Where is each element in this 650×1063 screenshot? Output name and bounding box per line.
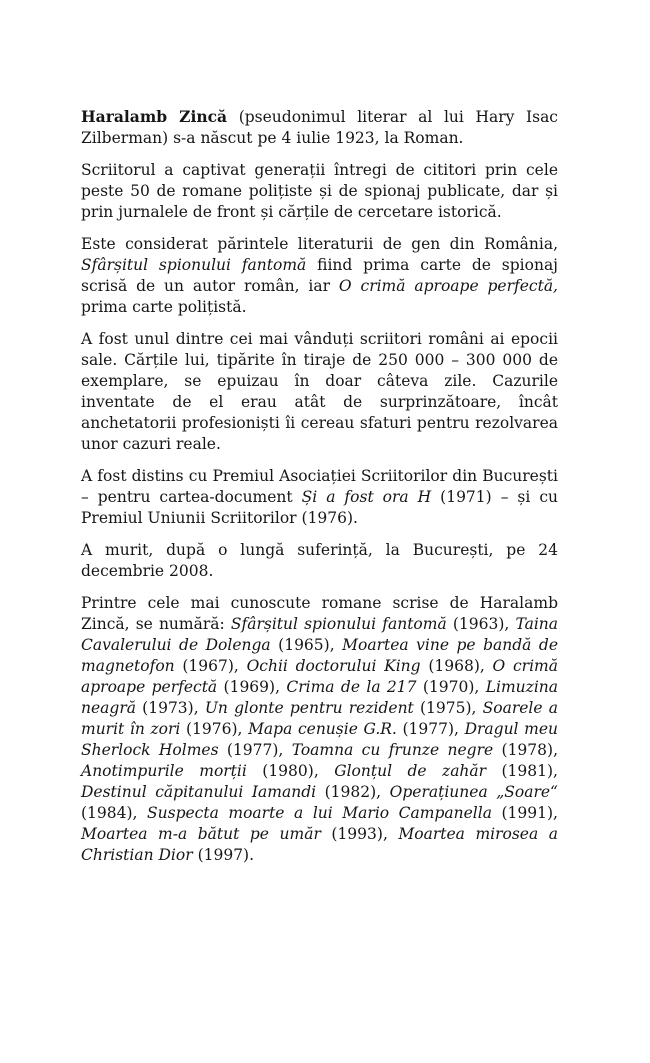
book-title: Crima de la 217 — [286, 678, 417, 696]
book-title: Toamna cu frunze negre — [291, 741, 494, 759]
book-title: Și a fost ora H — [301, 488, 432, 506]
author-name: Haralamb Zincă — [81, 107, 228, 126]
text-run: (1997). — [192, 846, 255, 864]
text-run: (1982), — [316, 783, 390, 801]
text-run: (1968), — [420, 657, 493, 675]
paragraph-6 — [81, 540, 558, 582]
text-run: (1965), — [270, 636, 343, 654]
text-run: (1991), — [491, 804, 558, 822]
book-title: O crimă aproape perfectă, — [338, 277, 558, 295]
paragraph-2 — [81, 160, 558, 223]
paragraph-3 — [81, 234, 558, 318]
book-title: Ochii doctorului King — [246, 657, 421, 675]
text-run: Printre cele mai cunoscute romane scrise de Haralamb Zincă, se numără: — [81, 594, 558, 633]
text-run: (1971) – și cu Premiul Uniunii Scriitorilor (1976). — [81, 488, 558, 527]
text-run: fiind prima carte de spionaj scrisă de un autor român, iar — [81, 256, 558, 295]
text-run: A murit, după o lungă suferință, la București, pe 24 decembrie 2008. — [81, 541, 558, 580]
text-run: (pseudonimul literar al lui Hary Isac Zilberman) s-a născut pe 4 iulie 1923, la Roman. — [81, 108, 558, 147]
paragraph-1 — [81, 106, 558, 149]
text-run: (1984), — [81, 804, 148, 822]
book-title: Suspecta moarte a lui Mario Campanella — [147, 804, 492, 822]
book-title: O crimă aproape perfectă — [81, 657, 558, 696]
book-title: Taina Cavalerului de Dolenga — [81, 615, 558, 654]
text-run: (1977), — [218, 741, 292, 759]
paragraph-4 — [81, 329, 558, 455]
book-title: Sfârșitul spionului fantomă — [81, 256, 307, 274]
book-title: Soarele a murit în zori — [81, 699, 558, 738]
book-title: Dragul meu Sherlock Holmes — [81, 720, 558, 759]
text-run: Scriitorul a captivat generații întregi de cititori prin cele peste 50 de romane polițiste și de spionaj publicate, dar și prin jurnalele de front și cărțile de cercetare istorică. — [81, 161, 558, 221]
book-title: Destinul căpitanului Iamandi — [81, 783, 317, 801]
text-run: (1973), — [135, 699, 205, 717]
book-title: Mapa cenușie G.R. — [248, 720, 397, 738]
text-run: prima carte polițistă. — [81, 298, 247, 316]
text-run: (1967), — [174, 657, 247, 675]
text-run: A fost distins cu Premiul Asociației Scriitorilor din București – pentru cartea-document — [81, 467, 558, 506]
book-title: Moartea m-a bătut pe umăr — [81, 825, 321, 843]
paragraph-7 — [81, 593, 558, 866]
text-run: (1970), — [416, 678, 486, 696]
text-run: (1981), — [486, 762, 558, 780]
text-run: (1980), — [246, 762, 335, 780]
text-run: Este considerat părintele literaturii de gen din România, — [81, 235, 558, 253]
book-title: Moartea vine pe bandă de magnetofon — [81, 636, 558, 675]
book-title: Glonțul de zahăr — [334, 762, 487, 780]
text-run: (1993), — [320, 825, 399, 843]
text-run: (1975), — [413, 699, 483, 717]
book-title: Sfârșitul spionului fantomă — [230, 615, 447, 633]
book-title: Anotimpurile morții — [81, 762, 247, 780]
book-title: Operațiunea „Soare“ — [389, 783, 558, 801]
text-run: (1977), — [396, 720, 465, 738]
text-run: A fost unul dintre cei mai vânduți scriitori români ai epocii sale. Cărțile lui, tipărite în tiraje de 250 000 – 300 000 de exemplare, se epuizau în doar câteva zile. Cazurile inventate de el erau atât de surprinzătoare, încât anchetatorii profesioniști îi cereau sfaturi pentru rezolvarea unor cazuri reale. — [81, 330, 558, 453]
book-title: Moartea mirosea a Christian Dior — [81, 825, 558, 864]
book-title: Limuzina neagră — [81, 678, 558, 717]
text-run: (1969), — [217, 678, 287, 696]
book-title: Un glonte pentru rezident — [204, 699, 414, 717]
text-run: (1963), — [446, 615, 516, 633]
article-body — [81, 106, 558, 866]
text-run: (1976), — [180, 720, 249, 738]
text-run: (1978), — [493, 741, 558, 759]
paragraph-5 — [81, 466, 558, 529]
